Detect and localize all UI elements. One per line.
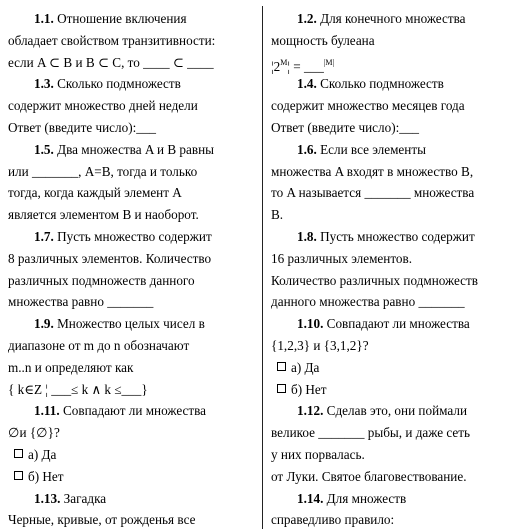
question-heading-q12a bbox=[271, 8, 523, 30]
text-line-q18b bbox=[271, 248, 523, 270]
text-line-q110b bbox=[271, 335, 523, 357]
text-line-q111b bbox=[8, 422, 258, 444]
text-line-q15c bbox=[8, 182, 258, 204]
question-heading-q16a bbox=[271, 139, 523, 161]
question-number: 1.14. bbox=[297, 490, 324, 506]
line-text: если A ⊂ B и B ⊂ C, то ____ ⊂ ____ bbox=[8, 54, 214, 70]
line-text: данного множества равно _______ bbox=[271, 294, 465, 310]
left-column bbox=[8, 8, 258, 531]
text-line-q14b bbox=[271, 95, 523, 117]
column-divider bbox=[262, 6, 263, 529]
line-text: ∅и {∅}? bbox=[8, 425, 60, 441]
line-text: мощность булеана bbox=[271, 32, 375, 48]
question-title: Совпадают ли множества bbox=[59, 403, 207, 419]
line-text: 16 различных элементов. bbox=[271, 250, 413, 266]
line-text: тогда, когда каждый элемент A bbox=[8, 185, 182, 201]
text-line-q13c bbox=[8, 117, 258, 139]
text-line-q114b bbox=[271, 509, 523, 531]
line-text: {1,2,3} и {3,1,2}? bbox=[271, 337, 369, 353]
question-title: Совпадают ли множества bbox=[323, 316, 470, 332]
text-line-q17c bbox=[8, 270, 258, 292]
question-heading-q14a bbox=[271, 73, 523, 95]
text-line-q13b bbox=[8, 95, 258, 117]
question-number: 1.3. bbox=[34, 76, 54, 92]
question-title: Множество целых чисел в bbox=[53, 316, 205, 332]
question-number: 1.1. bbox=[34, 11, 54, 26]
answer-option-q110d[interactable] bbox=[271, 379, 523, 401]
answer-option-q111d[interactable] bbox=[8, 466, 258, 488]
line-text: различных подмножеств данного bbox=[8, 272, 195, 288]
checkbox-icon[interactable] bbox=[277, 362, 286, 371]
line-text: Ответ (введите число):___ bbox=[8, 119, 157, 135]
text-line-q16d bbox=[271, 204, 523, 226]
question-heading-q15a bbox=[8, 139, 258, 161]
question-title: Два множества A и B равны bbox=[53, 141, 215, 157]
text-line-q18d bbox=[271, 291, 523, 313]
answer-option-label: а) Да bbox=[28, 446, 57, 462]
question-number: 1.11. bbox=[34, 403, 60, 419]
question-title: Если все элементы bbox=[316, 141, 426, 157]
question-heading-q112a bbox=[271, 400, 523, 422]
line-text: Черные, кривые, от рожденья все bbox=[8, 512, 196, 528]
question-title: Пусть множество содержит bbox=[316, 228, 475, 244]
line-text: содержит множество дней недели bbox=[8, 98, 198, 114]
text-line-q19d bbox=[8, 379, 258, 401]
text-line-q16c bbox=[271, 182, 523, 204]
text-line-q15d bbox=[8, 204, 258, 226]
question-heading-q19a bbox=[8, 313, 258, 335]
line-text: m..n и определяют как bbox=[8, 359, 134, 375]
line-text: Количество различных подмножеств bbox=[271, 272, 479, 288]
line-text: множества A входят в множество B, bbox=[271, 163, 474, 179]
text-line-q19b bbox=[8, 335, 258, 357]
line-text: обладает свойством транзитивности: bbox=[8, 32, 216, 48]
question-heading-q113a bbox=[8, 488, 258, 510]
text-line-q112c bbox=[271, 444, 523, 466]
text-line-q112d bbox=[271, 466, 523, 488]
question-heading-q18a bbox=[271, 226, 523, 248]
text-line-q16b bbox=[271, 161, 523, 183]
question-heading-q17a bbox=[8, 226, 258, 248]
question-heading-q111a bbox=[8, 400, 258, 422]
line-text: является элементом B и наоборот. bbox=[8, 207, 199, 223]
text-line-q11b bbox=[8, 30, 258, 52]
text-line-q17b bbox=[8, 248, 258, 270]
question-number: 1.9. bbox=[34, 316, 54, 332]
text-line-q18c bbox=[271, 270, 523, 292]
formula-base: ¦2 bbox=[271, 58, 281, 74]
line-text: множества равно _______ bbox=[8, 294, 154, 310]
answer-option-q110c[interactable] bbox=[271, 357, 523, 379]
text-line-q12b bbox=[271, 30, 523, 52]
text-line-q113b bbox=[8, 509, 258, 531]
line-text: справедливо правило: bbox=[271, 512, 395, 528]
checkbox-icon[interactable] bbox=[14, 449, 23, 458]
question-title: Сделав это, они поймали bbox=[323, 403, 468, 419]
formula-middle: ¦ = ___ bbox=[287, 58, 324, 74]
right-column bbox=[271, 8, 523, 531]
question-number: 1.6. bbox=[297, 141, 317, 157]
question-title: Сколько подмножеств bbox=[53, 76, 181, 92]
checkbox-icon[interactable] bbox=[277, 384, 286, 393]
question-number: 1.8. bbox=[297, 228, 317, 244]
question-heading-q114a bbox=[271, 488, 523, 510]
question-number: 1.10. bbox=[297, 316, 324, 332]
checkbox-icon[interactable] bbox=[14, 471, 23, 480]
line-text: великое _______ рыбы, и даже сеть bbox=[271, 425, 471, 441]
line-text: { k∈Z ¦ ___≤ k ∧ k ≤___} bbox=[8, 381, 148, 397]
question-title: Пусть множество содержит bbox=[53, 228, 212, 244]
text-line-q112b bbox=[271, 422, 523, 444]
question-title: Для множеств bbox=[323, 490, 407, 506]
question-heading-q11a bbox=[8, 8, 258, 30]
question-number: 1.7. bbox=[34, 228, 54, 244]
answer-option-q111c[interactable] bbox=[8, 444, 258, 466]
question-heading-q13a bbox=[8, 73, 258, 95]
line-text: диапазоне от m до n обозначают bbox=[8, 337, 190, 353]
text-line-q12c bbox=[271, 52, 523, 74]
line-text: то A называется _______ множества bbox=[271, 185, 475, 201]
formula-exponent-2: |M| bbox=[323, 57, 335, 67]
text-line-q17d bbox=[8, 291, 258, 313]
question-title: Для конечного множества bbox=[316, 11, 466, 26]
answer-option-label: б) Нет bbox=[28, 468, 64, 484]
question-title: Отношение включения bbox=[53, 11, 187, 26]
text-line-q19c bbox=[8, 357, 258, 379]
line-text: или _______, A=B, тогда и только bbox=[8, 163, 198, 179]
answer-option-label: б) Нет bbox=[291, 381, 327, 397]
line-text: от Луки. Святое благовествование. bbox=[271, 468, 467, 484]
text-line-q11c bbox=[8, 52, 258, 74]
line-text: B. bbox=[271, 207, 284, 223]
question-number: 1.5. bbox=[34, 141, 54, 157]
question-heading-q110a bbox=[271, 313, 523, 335]
line-text: содержит множество месяцев года bbox=[271, 98, 465, 114]
text-line-q15b bbox=[8, 161, 258, 183]
question-number: 1.4. bbox=[297, 76, 317, 92]
line-text: у них порвалась. bbox=[271, 446, 365, 462]
question-title: Загадка bbox=[60, 490, 107, 506]
line-text: Ответ (введите число):___ bbox=[271, 119, 420, 135]
question-number: 1.13. bbox=[34, 490, 61, 506]
question-number: 1.2. bbox=[297, 11, 317, 26]
answer-option-label: а) Да bbox=[291, 359, 320, 375]
text-line-q14c bbox=[271, 117, 523, 139]
line-text: 8 различных элементов. Количество bbox=[8, 250, 212, 266]
question-number: 1.12. bbox=[297, 403, 324, 419]
formula-exponent: M bbox=[280, 57, 288, 67]
question-title: Сколько подмножеств bbox=[316, 76, 444, 92]
